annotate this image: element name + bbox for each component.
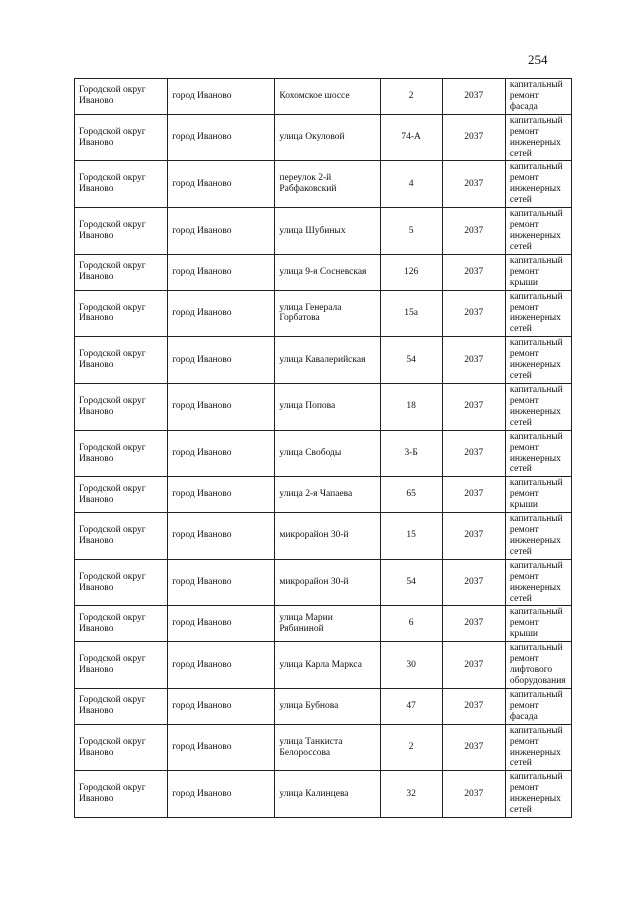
year-cell: 2037 — [442, 688, 505, 724]
work-type-cell: капитальный ремонт инженерных сетей — [505, 208, 571, 255]
district-cell: Городской округ Иваново — [75, 430, 168, 477]
city-cell: город Иваново — [168, 688, 275, 724]
year-cell: 2037 — [442, 771, 505, 818]
city-cell: город Иваново — [168, 430, 275, 477]
year-cell: 2037 — [442, 208, 505, 255]
work-type-cell: капитальный ремонт инженерных сетей — [505, 383, 571, 430]
table-row — [75, 771, 572, 818]
house-number-cell: 65 — [380, 477, 442, 513]
district-cell: Городской округ Иваново — [75, 642, 168, 689]
work-type-cell: капитальный ремонт инженерных сетей — [505, 114, 571, 161]
table-row — [75, 606, 572, 642]
table-row — [75, 290, 572, 337]
work-type-cell: капитальный ремонт лифтового оборудования — [505, 642, 571, 689]
work-type-cell: капитальный ремонт инженерных сетей — [505, 559, 571, 606]
district-cell: Городской округ Иваново — [75, 688, 168, 724]
house-number-cell: 15а — [380, 290, 442, 337]
street-cell: улица Свободы — [275, 430, 380, 477]
work-type-cell: капитальный ремонт фасада — [505, 688, 571, 724]
work-type-cell: капитальный ремонт крыши — [505, 254, 571, 290]
year-cell: 2037 — [442, 161, 505, 208]
year-cell: 2037 — [442, 383, 505, 430]
district-cell: Городской округ Иваново — [75, 383, 168, 430]
year-cell: 2037 — [442, 114, 505, 161]
year-cell: 2037 — [442, 559, 505, 606]
table-row — [75, 642, 572, 689]
street-cell: улица 2-я Чапаева — [275, 477, 380, 513]
street-cell: улица Калинцева — [275, 771, 380, 818]
district-cell: Городской округ Иваново — [75, 606, 168, 642]
year-cell: 2037 — [442, 513, 505, 560]
table-row — [75, 114, 572, 161]
table-row — [75, 337, 572, 384]
house-number-cell: 54 — [380, 337, 442, 384]
table-row — [75, 254, 572, 290]
work-type-cell: капитальный ремонт инженерных сетей — [505, 513, 571, 560]
work-type-cell: капитальный ремонт инженерных сетей — [505, 430, 571, 477]
district-cell: Городской округ Иваново — [75, 114, 168, 161]
table-row — [75, 161, 572, 208]
district-cell: Городской округ Иваново — [75, 79, 168, 115]
house-number-cell: 2 — [380, 79, 442, 115]
street-cell: микрорайон 30-й — [275, 513, 380, 560]
year-cell: 2037 — [442, 337, 505, 384]
city-cell: город Иваново — [168, 208, 275, 255]
house-number-cell: 54 — [380, 559, 442, 606]
district-cell: Городской округ Иваново — [75, 208, 168, 255]
table-row — [75, 513, 572, 560]
street-cell: Кохомское шоссе — [275, 79, 380, 115]
district-cell: Городской округ Иваново — [75, 254, 168, 290]
table-row — [75, 383, 572, 430]
house-number-cell: 6 — [380, 606, 442, 642]
repair-schedule-table — [74, 78, 572, 818]
street-cell: улица Бубнова — [275, 688, 380, 724]
year-cell: 2037 — [442, 79, 505, 115]
table-row — [75, 208, 572, 255]
district-cell: Городской округ Иваново — [75, 513, 168, 560]
year-cell: 2037 — [442, 642, 505, 689]
house-number-cell: 15 — [380, 513, 442, 560]
city-cell: город Иваново — [168, 642, 275, 689]
district-cell: Городской округ Иваново — [75, 477, 168, 513]
work-type-cell: капитальный ремонт крыши — [505, 477, 571, 513]
house-number-cell: 3-Б — [380, 430, 442, 477]
house-number-cell: 47 — [380, 688, 442, 724]
district-cell: Городской округ Иваново — [75, 724, 168, 771]
city-cell: город Иваново — [168, 114, 275, 161]
house-number-cell: 32 — [380, 771, 442, 818]
district-cell: Городской округ Иваново — [75, 771, 168, 818]
district-cell: Городской округ Иваново — [75, 559, 168, 606]
street-cell: улица Попова — [275, 383, 380, 430]
work-type-cell: капитальный ремонт фасада — [505, 79, 571, 115]
city-cell: город Иваново — [168, 383, 275, 430]
house-number-cell: 30 — [380, 642, 442, 689]
year-cell: 2037 — [442, 290, 505, 337]
house-number-cell: 5 — [380, 208, 442, 255]
street-cell: улица Генерала Горбатова — [275, 290, 380, 337]
table-row — [75, 724, 572, 771]
street-cell: улица 9-я Сосневская — [275, 254, 380, 290]
table-row — [75, 688, 572, 724]
work-type-cell: капитальный ремонт инженерных сетей — [505, 290, 571, 337]
year-cell: 2037 — [442, 606, 505, 642]
table-row — [75, 559, 572, 606]
work-type-cell: капитальный ремонт инженерных сетей — [505, 161, 571, 208]
street-cell: переулок 2-й Рабфаковский — [275, 161, 380, 208]
district-cell: Городской округ Иваново — [75, 337, 168, 384]
district-cell: Городской округ Иваново — [75, 161, 168, 208]
street-cell: улица Карла Маркса — [275, 642, 380, 689]
year-cell: 2037 — [442, 477, 505, 513]
table-row — [75, 477, 572, 513]
city-cell: город Иваново — [168, 290, 275, 337]
city-cell: город Иваново — [168, 513, 275, 560]
city-cell: город Иваново — [168, 161, 275, 208]
year-cell: 2037 — [442, 254, 505, 290]
city-cell: город Иваново — [168, 724, 275, 771]
work-type-cell: капитальный ремонт крыши — [505, 606, 571, 642]
city-cell: город Иваново — [168, 477, 275, 513]
street-cell: улица Окуловой — [275, 114, 380, 161]
street-cell: улица Шубиных — [275, 208, 380, 255]
city-cell: город Иваново — [168, 337, 275, 384]
work-type-cell: капитальный ремонт инженерных сетей — [505, 771, 571, 818]
street-cell: улица Танкиста Белороссова — [275, 724, 380, 771]
city-cell: город Иваново — [168, 771, 275, 818]
city-cell: город Иваново — [168, 559, 275, 606]
street-cell: улица Кавалерийская — [275, 337, 380, 384]
house-number-cell: 18 — [380, 383, 442, 430]
city-cell: город Иваново — [168, 606, 275, 642]
year-cell: 2037 — [442, 724, 505, 771]
house-number-cell: 126 — [380, 254, 442, 290]
district-cell: Городской округ Иваново — [75, 290, 168, 337]
table-row — [75, 430, 572, 477]
street-cell: микрорайон 30-й — [275, 559, 380, 606]
street-cell: улица Марии Рябининой — [275, 606, 380, 642]
house-number-cell: 74-А — [380, 114, 442, 161]
city-cell: город Иваново — [168, 254, 275, 290]
table-row — [75, 79, 572, 115]
work-type-cell: капитальный ремонт инженерных сетей — [505, 724, 571, 771]
house-number-cell: 4 — [380, 161, 442, 208]
table-body — [75, 79, 572, 818]
city-cell: город Иваново — [168, 79, 275, 115]
page-number: 254 — [528, 52, 548, 67]
year-cell: 2037 — [442, 430, 505, 477]
work-type-cell: капитальный ремонт инженерных сетей — [505, 337, 571, 384]
house-number-cell: 2 — [380, 724, 442, 771]
